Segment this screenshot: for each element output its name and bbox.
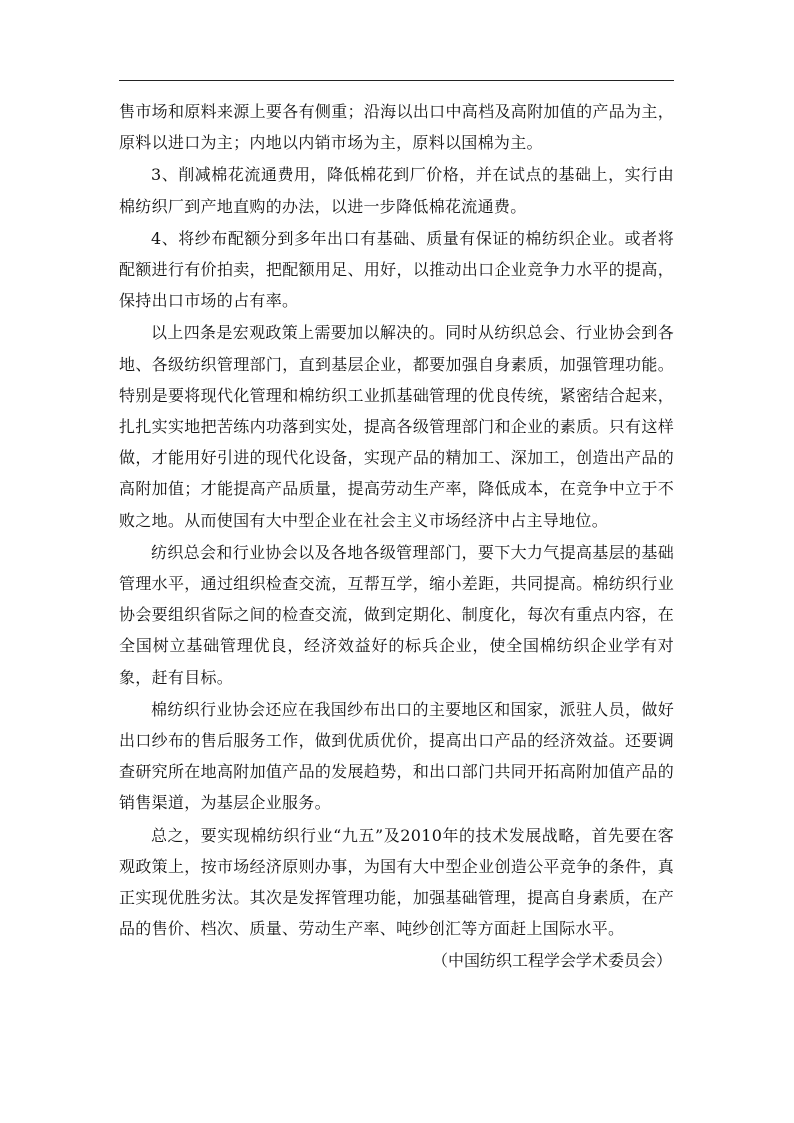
paragraph-continuation: 售市场和原料来源上要各有侧重；沿海以出口中高档及高附加值的产品为主，原料以进口为主；内地以内销市场为主，原料以国棉为主。 [119, 102, 674, 153]
paragraph-conclusion: 总之，要实现棉纺织行业“九五”及2010年的技术发展战略，首先要在客观政策上，按市场经济原则办事，为国有大中型企业创造公平竞争的条件，真正实现优胜劣汰。其次是发挥管理功能，加强基础管理，提高自身素质，在产品的售价、档次、质量、劳动生产率、吨纱创汇等方面赶上国际水平。 [119, 825, 674, 939]
paragraph-item-3: 3、削减棉花流通费用，降低棉花到厂价格，并在试点的基础上，实行由棉纺织厂到产地直购的办法，以进一步降低棉花流通费。 [119, 165, 674, 216]
body-text [119, 96, 674, 977]
paragraph-associations: 纺织总会和行业协会以及各地各级管理部门，要下大力气提高基层的基础管理水平，通过组织检查交流，互帮互学，缩小差距，共同提高。棉纺织行业协会要组织省际之间的检查交流，做到定期化、制度化，每次有重点内容，在全国树立基础管理优良，经济效益好的标兵企业，使全国棉纺织企业学有对象，赶有目标。 [119, 542, 674, 687]
paragraph-export-service: 棉纺织行业协会还应在我国纱布出口的主要地区和国家，派驻人员，做好出口纱布的售后服务工作，做到优质优价，提高出口产品的经济效益。还要调查研究所在地高附加值产品的发展趋势，和出口部门共同开拓高附加值产品的销售渠道，为基层企业服务。 [119, 699, 674, 813]
signature: （中国纺织工程学会学术委员会） [431, 951, 672, 971]
paragraph-management: 以上四条是宏观政策上需要加以解决的。同时从纺织总会、行业协会到各地、各级纺织管理部门，直到基层企业，都要加强自身素质，加强管理功能。特别是要将现代化管理和棉纺织工业抓基础管理的优良传统，紧密结合起来，扎扎实实地把苦练内功落到实处，提高各级管理部门和企业的素质。只有这样做，才能用好引进的现代化设备，实现产品的精加工、深加工，创造出产品的高附加值；才能提高产品质量，提高劳动生产率，降低成本，在竞争中立于不败之地。从而使国有大中型企业在社会主义市场经济中占主导地位。 [119, 323, 674, 530]
paragraph-item-4: 4、将纱布配额分到多年出口有基础、质量有保证的棉纺织企业。或者将配额进行有价拍卖，把配额用足、用好，以推动出口企业竞争力水平的提高，保持出口市场的占有率。 [119, 228, 674, 311]
header-rule [119, 80, 674, 81]
